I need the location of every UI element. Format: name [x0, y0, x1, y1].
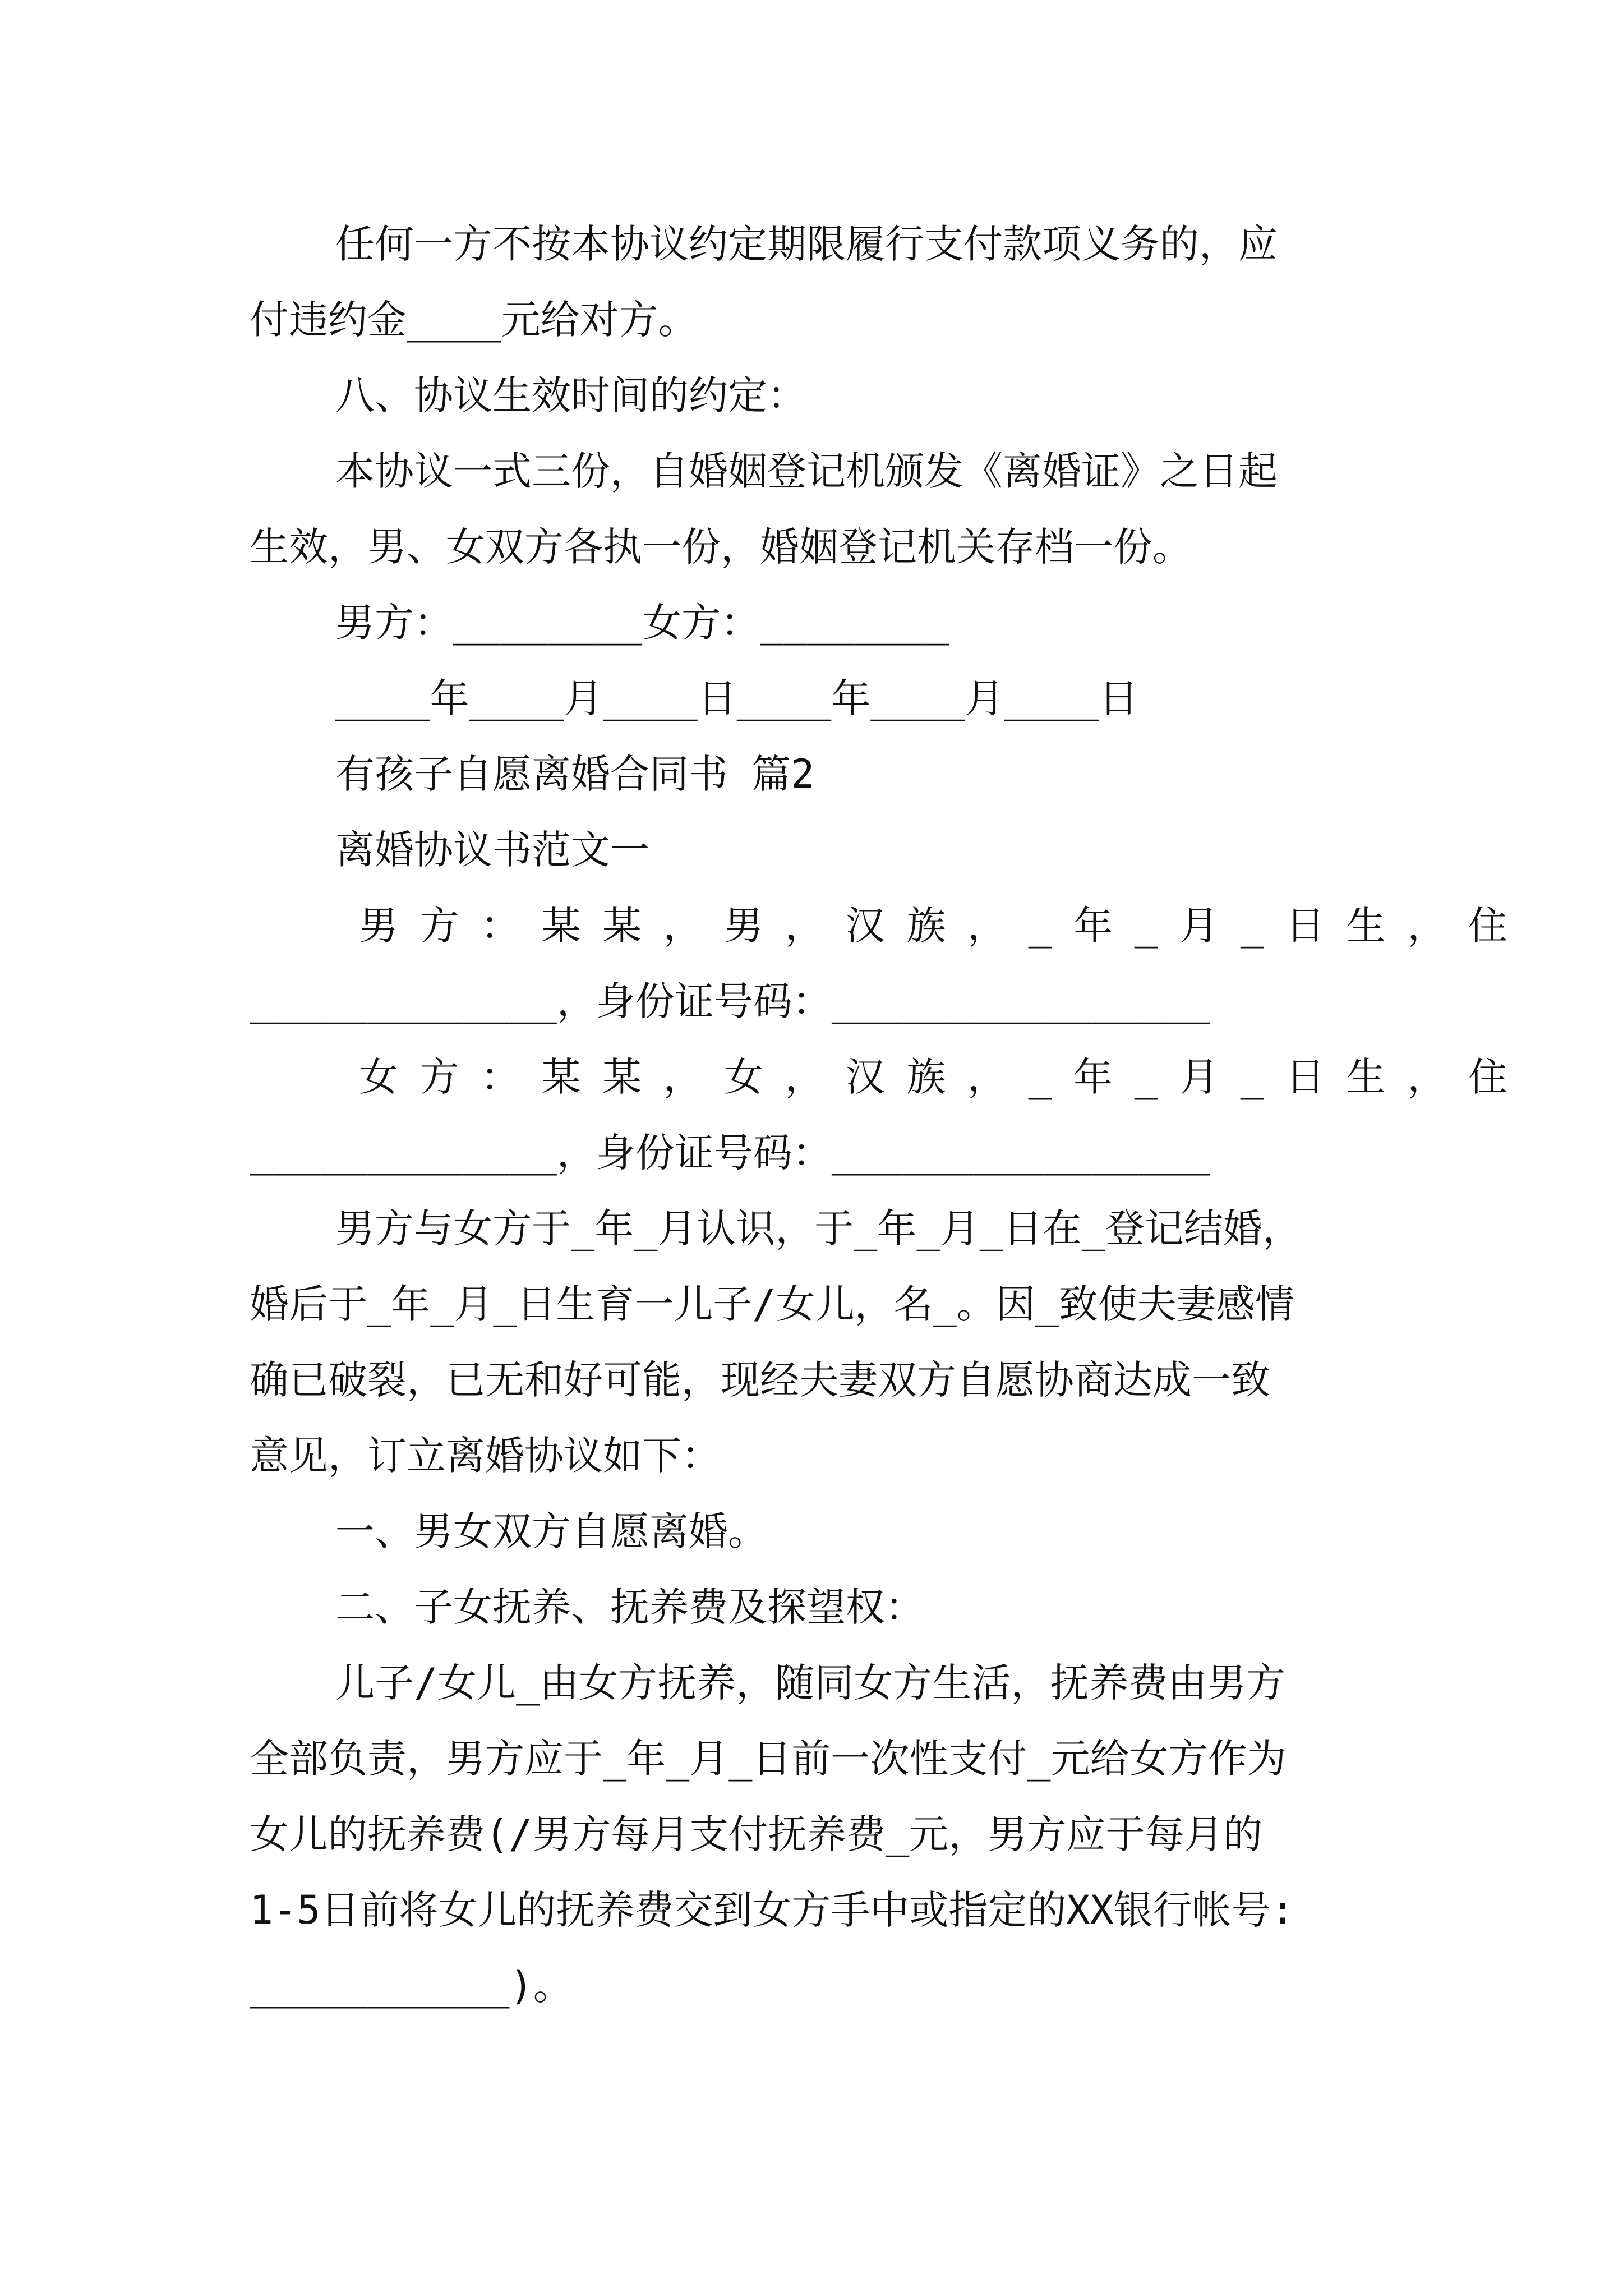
- party-male-line: 男方：某某，男，汉族，_年_月_日生，住: [359, 903, 1529, 949]
- text-line: 儿子/女儿_由女方抚养，随同女方生活，抚养费由男方: [335, 1660, 1286, 1706]
- text-line: 付违约金____元给对方。: [250, 297, 698, 343]
- document-subtitle: 离婚协议书范文一: [335, 827, 649, 873]
- document-title: 有孩子自愿离婚合同书 篇2: [335, 751, 815, 797]
- text-line: 生效，男、女双方各执一份，婚姻登记机关存档一份。: [250, 524, 1192, 570]
- section-heading: 一、男女双方自愿离婚。: [335, 1508, 767, 1554]
- text-line: 1-5日前将女儿的抚养费交到女方手中或指定的XX银行帐号:: [250, 1887, 1294, 1933]
- section-heading: 二、子女抚养、抚养费及探望权：: [335, 1584, 924, 1630]
- text-line: 全部负责，男方应于_年_月_日前一次性支付_元给女方作为: [250, 1736, 1287, 1782]
- text-line: 任何一方不按本协议约定期限履行支付款项义务的，应: [335, 221, 1278, 267]
- party-female-line: 女方：某某，女，汉族，_年_月_日生，住: [359, 1054, 1529, 1100]
- section-heading: 八、协议生效时间的约定：: [335, 372, 806, 418]
- text-line: 男方与女方于_年_月认识，于_年_月_日在_登记结婚，: [335, 1205, 1302, 1251]
- text-line: ___________)。: [250, 1963, 573, 2009]
- text-line: 本协议一式三份，自婚姻登记机颁发《离婚证》之日起: [335, 448, 1278, 494]
- text-line: 意见，订立离婚协议如下：: [250, 1433, 721, 1479]
- text-line: 确已破裂，已无和好可能，现经夫妻双方自愿协商达成一致: [250, 1357, 1270, 1403]
- date-line: ____年____月____日____年____月____日: [335, 675, 1138, 721]
- text-line: 婚后于_年_月_日生育一儿子/女儿，名_。因_致使夫妻感情: [250, 1281, 1294, 1327]
- text-line: 女儿的抚养费(/男方每月支付抚养费_元，男方应于每月的: [250, 1811, 1263, 1857]
- signature-line: 男方：________女方：________: [335, 600, 949, 646]
- party-male-id-line: _____________，身份证号码：________________: [250, 978, 1210, 1024]
- party-female-id-line: _____________，身份证号码：________________: [250, 1130, 1210, 1176]
